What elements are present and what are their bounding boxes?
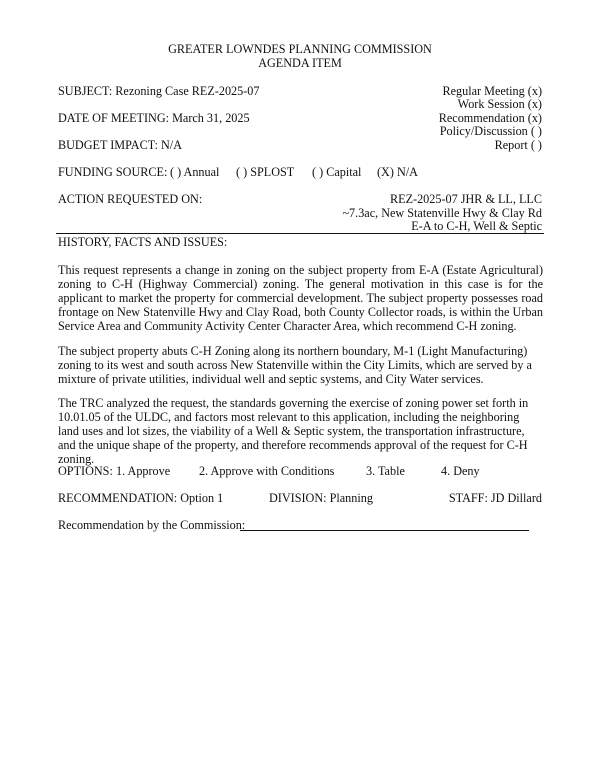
option-table: 3. Table bbox=[366, 464, 405, 478]
option-deny: 4. Deny bbox=[441, 464, 480, 478]
commission-label: Recommendation by the Commission: bbox=[58, 518, 246, 532]
funding-option-splost: ( ) SPLOST bbox=[236, 165, 295, 179]
options-label: OPTIONS: bbox=[58, 464, 113, 478]
funding-option-annual: ( ) Annual bbox=[170, 165, 220, 179]
commission-signature-line[interactable] bbox=[240, 530, 529, 531]
meeting-type-regular: Regular Meeting (x) bbox=[442, 84, 542, 98]
subject-line: SUBJECT: Rezoning Case REZ-2025-07 bbox=[58, 84, 260, 98]
paragraph-1: This request represents a change in zoning on the subject property from E-A (Estate Agricultural) zoning to C-H (Highway Commercial) zoning. The general motivation in this case is for the applicant to market the property for commercial development. The subject property possesses road frontage on New Statenville Hwy and Clay Road, both County Collector roads, is within the Urban Service Area and Community Activity Center Character Area, which recommend C-H zoning. bbox=[58, 263, 543, 333]
paragraph-3: The TRC analyzed the request, the standards governing the exercise of zoning power set forth in 10.01.05 of the ULDC, and factors most relevant to this application, including the neighboring land uses and lot sizes, the viability of a Well & Septic system, the transportation infrastructure, and the unique shape of the property, and therefore recommends approval of the request for C-H zoning. bbox=[58, 396, 529, 466]
action-line-zoning: E-A to C-H, Well & Septic bbox=[411, 219, 542, 233]
option-approve: 1. Approve bbox=[116, 464, 171, 478]
section-divider bbox=[56, 233, 544, 234]
meeting-type-work-session: Work Session (x) bbox=[457, 97, 542, 111]
org-title: GREATER LOWNDES PLANNING COMMISSION bbox=[168, 42, 432, 56]
action-line-case: REZ-2025-07 JHR & LL, LLC bbox=[390, 192, 542, 206]
paragraph-2: The subject property abuts C-H Zoning along its northern boundary, M-1 (Light Manufacturing) zoning to its west and south across New Statenville within the City Limits, which are served by a mixture of private utilities, individual well and septic systems, and City Water services. bbox=[58, 344, 532, 386]
doc-type-title: AGENDA ITEM bbox=[258, 56, 342, 70]
action-requested-label: ACTION REQUESTED ON: bbox=[58, 192, 203, 206]
date-of-meeting: DATE OF MEETING: March 31, 2025 bbox=[58, 111, 250, 125]
meeting-type-policy: Policy/Discussion ( ) bbox=[439, 124, 542, 138]
funding-source-label: FUNDING SOURCE: bbox=[58, 165, 168, 179]
staff: STAFF: JD Dillard bbox=[448, 491, 542, 505]
division: DIVISION: Planning bbox=[269, 491, 373, 505]
recommendation: RECOMMENDATION: Option 1 bbox=[58, 491, 224, 505]
budget-impact: BUDGET IMPACT: N/A bbox=[58, 138, 182, 152]
option-approve-with-conditions: 2. Approve with Conditions bbox=[199, 464, 335, 478]
funding-option-capital: ( ) Capital bbox=[312, 165, 362, 179]
section-heading: HISTORY, FACTS AND ISSUES: bbox=[58, 235, 228, 249]
funding-option-na: (X) N/A bbox=[377, 165, 418, 179]
action-line-location: ~7.3ac, New Statenville Hwy & Clay Rd bbox=[342, 206, 542, 220]
meeting-type-recommendation: Recommendation (x) bbox=[438, 111, 542, 125]
meeting-type-report: Report ( ) bbox=[494, 138, 542, 152]
